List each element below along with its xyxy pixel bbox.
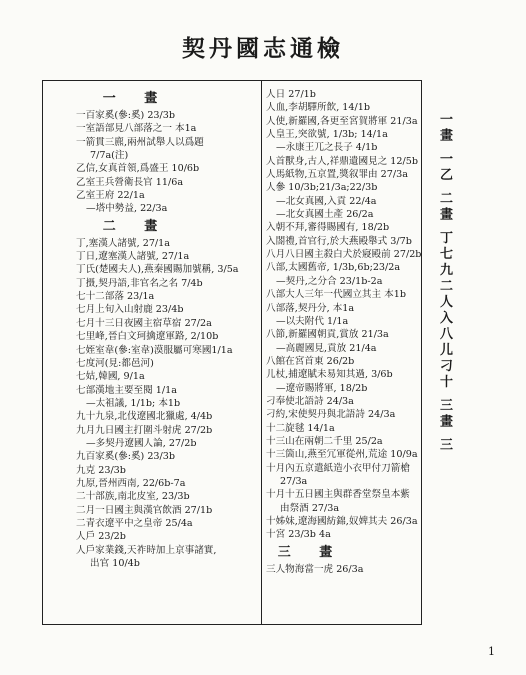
- index-entry: 七十二部落 23/1a: [76, 291, 155, 303]
- index-entry: 七姑,韓國, 9/1a: [76, 371, 145, 383]
- index-entry: 七姪室韋(參:室韋)漠服屬可寒國1/1a: [76, 344, 233, 356]
- entry-group-2-cont: [266, 88, 422, 542]
- index-entry: 九克 23/3b: [76, 464, 126, 476]
- index-entry: 乙室王兵營衛長官 11/6a: [76, 176, 184, 188]
- side-index: 一畫 一乙 二畫 丁七九二人入八儿刁十 三畫 三: [437, 112, 452, 454]
- index-entry: 七月上旬入山射鹿 23/4b: [76, 304, 184, 316]
- index-entry: —北女真國土產 26/2a: [276, 209, 374, 221]
- index-entry: 八館在宮首東 26/2b: [266, 355, 355, 367]
- index-entry: 八部大人三年一代國立其主 本1b: [266, 289, 407, 301]
- index-entry: —契丹,之分合 23/1b-2a: [276, 275, 383, 287]
- index-entry: 丁氏(楚國夫人),燕秦國賜加號稱, 3/5a: [76, 264, 239, 276]
- stroke-heading-1: 一 畫: [102, 91, 170, 106]
- index-entry: 丁日,遼塞漢人諸號, 27/1a: [76, 251, 190, 263]
- index-entry: 儿杖,捕遼賦未易知其過, 3/6b: [266, 369, 393, 381]
- index-entry: —塔中勢益, 22/3a: [86, 203, 168, 215]
- index-entry: 七部漢地主要至閱 1/1a: [76, 384, 177, 396]
- index-entry: 十三箇山,燕至冗軍從州,荒途 10/9a: [266, 449, 418, 461]
- index-entry: 十姊妹,遼海國紡錦,奴婢其夫 26/3a: [266, 516, 418, 527]
- index-entry: —以夫附代 1/1a: [276, 315, 349, 327]
- page-number: 1: [488, 645, 495, 658]
- index-entry: 人參 10/3b;21/3a;22/3b: [266, 182, 378, 194]
- index-entry: 九月九日國主打圍斗射虎 27/2b: [76, 424, 213, 436]
- index-entry: 7/7a(注): [90, 150, 129, 162]
- index-entry: 一室語部見八部落之一 本1a: [76, 123, 197, 135]
- index-entry: 九原,晉州西南, 22/6b-7a: [76, 477, 186, 489]
- index-entry: 人馬紙物,五京置,獎叙罪由 27/3a: [266, 169, 408, 181]
- right-column: [266, 88, 422, 576]
- index-entry: 出官 10/4b: [90, 558, 140, 569]
- index-entry: 人戶 23/2b: [76, 531, 126, 543]
- index-entry: 三人物海當一虎 26/3a: [266, 563, 364, 575]
- index-entry: 丁摄,契丹語,非官名之名 7/4b: [76, 277, 203, 289]
- left-column: [76, 88, 260, 570]
- index-entry: 人首獸身,古人,祥鼎遺國見之 12/5b: [266, 155, 418, 167]
- index-entry: 二月一日國主與漢官飲酒 27/1b: [76, 504, 213, 516]
- index-entry: 七度河(見:都邑河): [76, 357, 154, 369]
- stroke-heading-2: 二 畫: [102, 218, 170, 234]
- index-entry: 人皇王,突欲號, 1/3b; 14/1a: [266, 129, 388, 141]
- index-entry: 九百家奚(參:奚) 23/3b: [76, 451, 176, 463]
- index-entry: 人使,新羅國,各更至宮賀將軍 21/3a: [266, 115, 418, 127]
- index-entry: —永康王兀之長子 4/1b: [276, 142, 378, 154]
- index-entry: 八部,太國舊帝, 1/3b,6b;23/2a: [266, 262, 401, 274]
- index-entry: 丁,塞漢人諸號, 27/1a: [76, 237, 170, 249]
- index-entry: 八節,新羅國朝貢,賞放 21/3a: [266, 329, 389, 341]
- index-entry: 由祭酒 27/3a: [280, 502, 340, 514]
- index-entry: 27/3a: [280, 475, 308, 487]
- index-entry: 十月內五京遣紙造小衣甲付刀箭槍: [266, 462, 410, 474]
- index-entry: —太祖議, 1/1b; 本1b: [86, 397, 181, 409]
- index-entry: —北女真國,入貢 22/4a: [276, 195, 377, 207]
- entry-group-2: [76, 237, 260, 571]
- entry-group-3: [266, 563, 422, 576]
- index-entry: 人血,李胡驛所飲, 14/1b: [266, 102, 370, 114]
- index-entry: 一箭貫三麃,兩州試舉人以爲題: [76, 136, 204, 148]
- index-entry: 二青衣遼平中之皇帝 25/4a: [76, 517, 193, 529]
- index-entry: 十二旋毬 14/1a: [266, 422, 335, 434]
- index-entry: —多契丹遼國人論, 27/2b: [86, 437, 197, 449]
- page-title: 契丹國志通檢: [182, 35, 344, 62]
- index-entry: 刁奉使北語詩 24/3a: [266, 395, 354, 407]
- index-entry: —遼帝賜將軍, 18/2b: [276, 382, 368, 394]
- index-entry: 二十部族,南北皮室, 23/3b: [76, 491, 190, 503]
- index-entry: 入閤禮,首官行,於大燕殿舉式 3/7b: [266, 235, 412, 247]
- index-entry: 七月十三日夜國主宿草宿 27/2a: [76, 317, 212, 329]
- index-entry: 一百家奚(參:奚) 23/3b: [76, 110, 176, 121]
- stroke-heading-3: 三 畫: [277, 544, 345, 560]
- entry-group-1: [76, 109, 260, 216]
- index-entry: 十三山在兩朝二千里 25/2a: [266, 435, 383, 447]
- index-entry: 十宮 23/3b 4a: [266, 529, 331, 541]
- index-entry: 九十九泉,北伐遼國北獵處, 4/4b: [76, 411, 213, 423]
- column-divider: [261, 80, 262, 625]
- index-entry: 乙室王府 22/1a: [76, 190, 145, 202]
- index-entry: 八月八日國主殺白犬於寢殿前 27/2b: [266, 249, 422, 261]
- index-entry: 入朝不拜,審得賜國有, 18/2b: [266, 222, 390, 234]
- index-entry: —高麗國見,貢放 21/4a: [276, 342, 377, 354]
- index-entry: 乙信,女真首領,爲盛王 10/6b: [76, 163, 200, 175]
- index-entry: 人戶家業錢,天祚時加上京事諸實,: [76, 544, 217, 556]
- index-entry: 刁約,宋使契丹與北語詩 24/3a: [266, 409, 396, 421]
- index-entry: 八部落,契丹分, 本1a: [266, 302, 355, 314]
- index-entry: 七里峰,晉白文珂擒遼軍路, 2/10b: [76, 331, 219, 343]
- index-entry: 十月十五日國主與群香堂祭皇本紫: [266, 489, 410, 501]
- index-entry: 人日 27/1b: [266, 89, 316, 100]
